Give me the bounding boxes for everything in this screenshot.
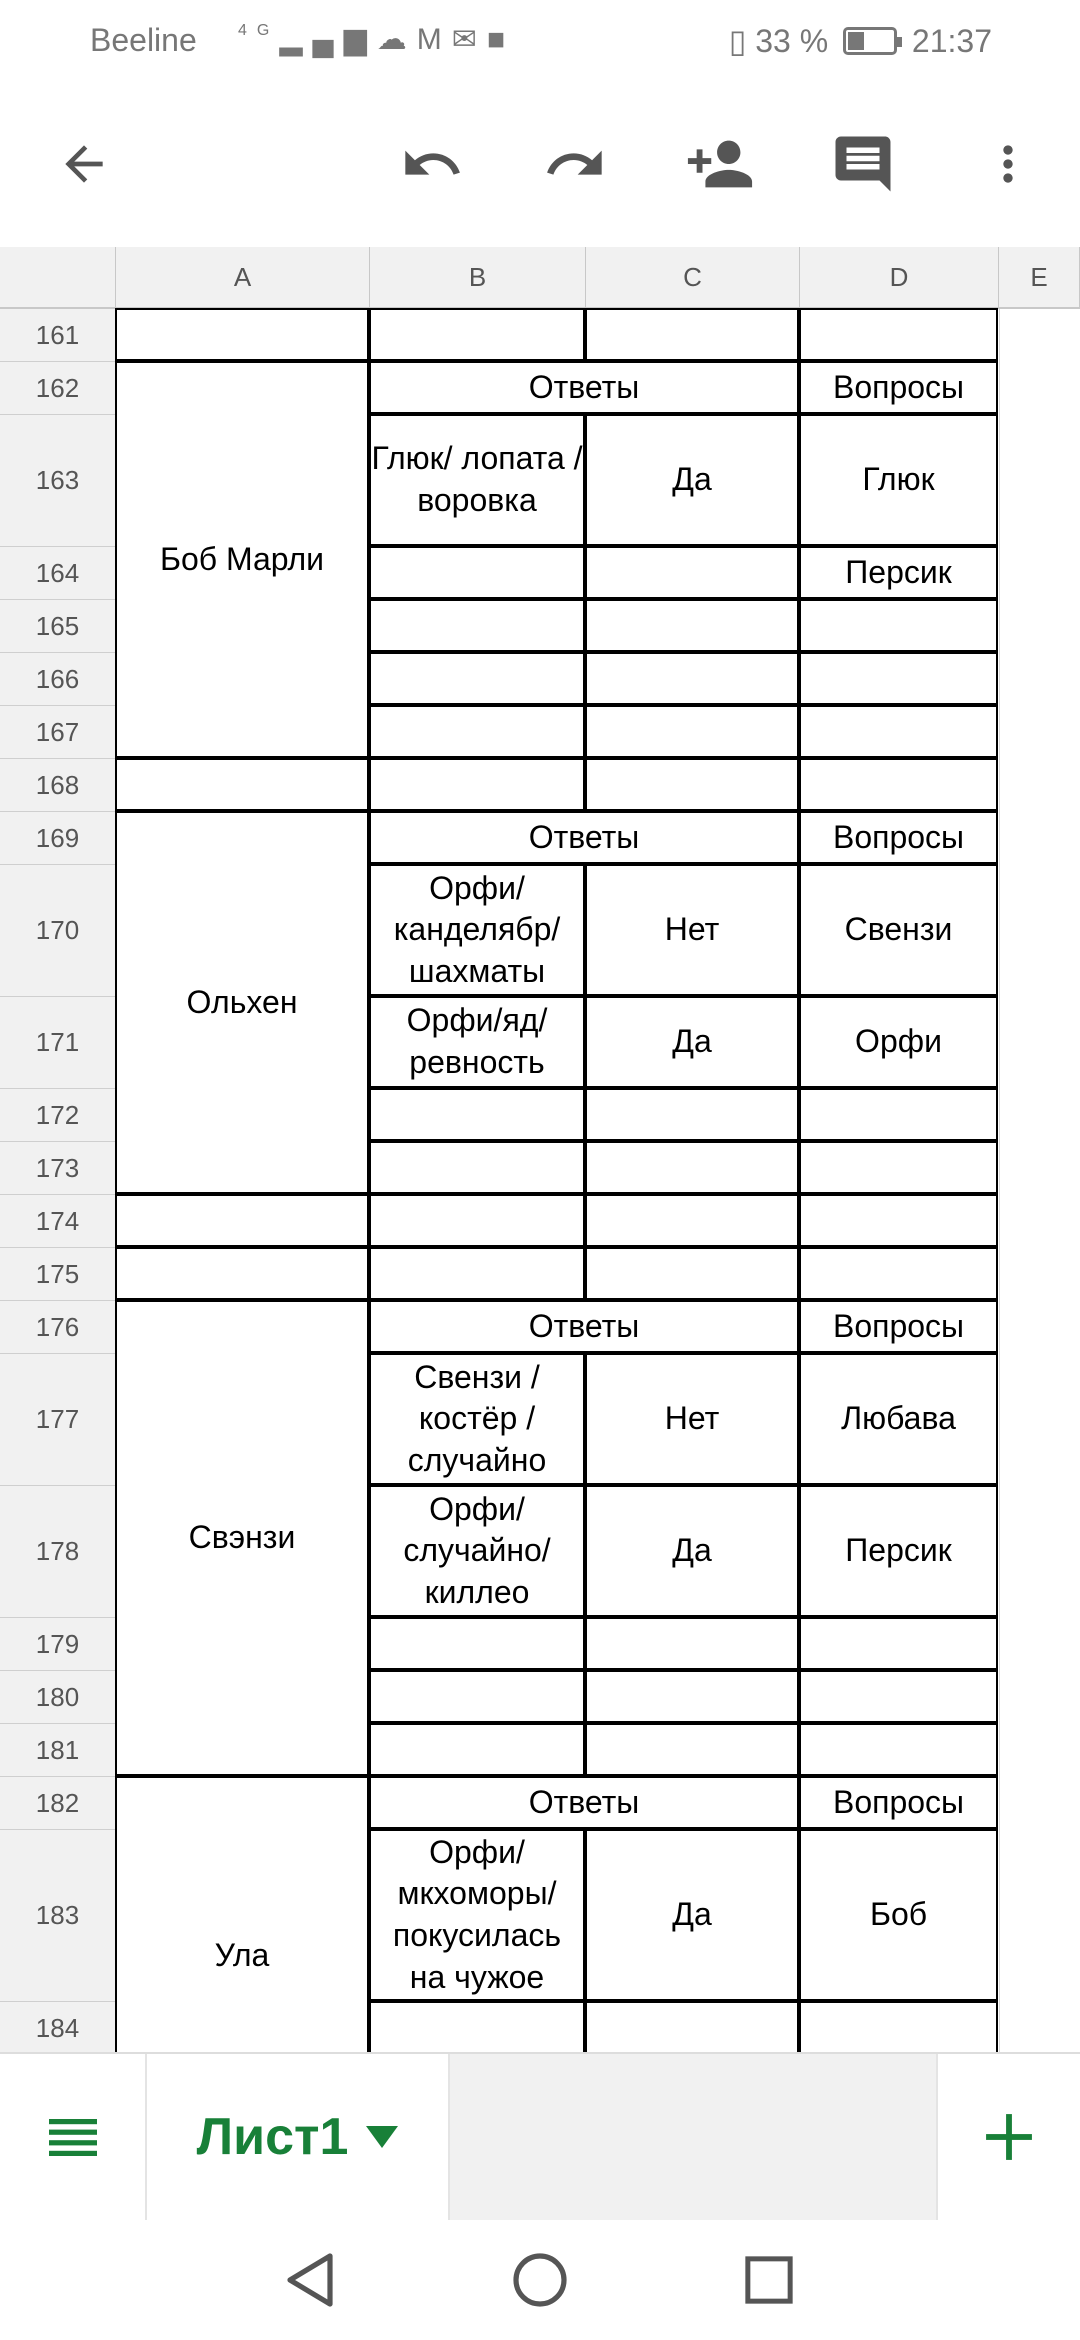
cell[interactable] xyxy=(799,652,998,705)
redo-icon[interactable] xyxy=(535,124,615,204)
cell[interactable]: Боб xyxy=(799,1829,998,2001)
network-label: 4G xyxy=(238,22,280,39)
cell[interactable] xyxy=(369,1247,585,1300)
video-icon: ■ xyxy=(486,23,516,56)
sheet-tab-label: Лист1 xyxy=(196,2108,349,2166)
cell[interactable]: Орфи/яд/ ревность xyxy=(369,996,585,1088)
comment-icon[interactable] xyxy=(823,124,903,204)
cell[interactable] xyxy=(369,705,585,758)
cell[interactable] xyxy=(585,2001,799,2052)
cell[interactable] xyxy=(585,1194,799,1247)
sheet-tab-active[interactable] xyxy=(145,2054,450,2220)
back-arrow-icon[interactable] xyxy=(44,124,124,204)
row-header[interactable]: 177 xyxy=(0,1354,116,1486)
cell[interactable] xyxy=(115,308,369,361)
cell[interactable]: Глюк xyxy=(799,414,998,546)
row-header[interactable]: 169 xyxy=(0,812,116,865)
cell[interactable] xyxy=(585,652,799,705)
row-header[interactable]: 180 xyxy=(0,1671,116,1724)
cell[interactable]: Да xyxy=(585,1829,799,2001)
cell[interactable]: Свензи xyxy=(799,864,998,996)
tabs-empty-area xyxy=(450,2054,936,2220)
row-header[interactable]: 172 xyxy=(0,1089,116,1142)
questions-header-cell[interactable]: Вопросы xyxy=(799,1300,998,1353)
row-header[interactable]: 171 xyxy=(0,997,116,1089)
questions-header-cell[interactable]: Вопросы xyxy=(799,361,998,414)
row-header[interactable]: 162 xyxy=(0,362,116,415)
cell[interactable] xyxy=(585,599,799,652)
cell[interactable] xyxy=(585,705,799,758)
row-header[interactable]: 166 xyxy=(0,653,116,706)
merged-name-cell[interactable]: Ула xyxy=(115,1776,369,2052)
plus-icon xyxy=(984,2112,1034,2162)
cell[interactable] xyxy=(799,599,998,652)
cell[interactable]: Нет xyxy=(585,864,799,996)
top-toolbar xyxy=(0,82,1080,247)
more-vert-icon[interactable] xyxy=(968,124,1048,204)
status-bar xyxy=(0,0,1080,82)
cell[interactable] xyxy=(369,1141,585,1194)
column-header-b[interactable]: B xyxy=(370,247,586,309)
cell[interactable] xyxy=(799,1194,998,1247)
cell[interactable] xyxy=(369,599,585,652)
cell[interactable]: Орфи/ мкхоморы/ покусилась на чужое xyxy=(369,1829,585,2001)
system-nav-bar xyxy=(0,2220,1080,2340)
cloud-icon: ☁ xyxy=(376,23,417,56)
row-header[interactable]: 181 xyxy=(0,1724,116,1777)
cell[interactable] xyxy=(799,1088,998,1141)
row-header[interactable]: 178 xyxy=(0,1486,116,1618)
cell[interactable] xyxy=(115,758,369,811)
row-header[interactable]: 173 xyxy=(0,1142,116,1195)
cell[interactable] xyxy=(585,1617,799,1670)
gridline xyxy=(999,309,1000,2052)
row-header[interactable]: 168 xyxy=(0,759,116,812)
battery-icon xyxy=(843,27,897,55)
row-header[interactable]: 170 xyxy=(0,865,116,997)
column-header-a[interactable]: A xyxy=(116,247,370,309)
cell[interactable] xyxy=(369,652,585,705)
cell[interactable] xyxy=(115,1247,369,1300)
row-header[interactable]: 183 xyxy=(0,1830,116,2002)
cell[interactable]: Орфи/ канделябр/ шахматы xyxy=(369,864,585,996)
row-header[interactable]: 165 xyxy=(0,600,116,653)
cell[interactable] xyxy=(369,1723,585,1776)
cell[interactable] xyxy=(799,1247,998,1300)
answers-header-cell[interactable]: Ответы xyxy=(369,1300,799,1353)
cell[interactable] xyxy=(585,1247,799,1300)
answers-header-cell[interactable]: Ответы xyxy=(369,1776,799,1829)
cell[interactable] xyxy=(799,705,998,758)
row-header[interactable]: 161 xyxy=(0,309,116,362)
row-header[interactable]: 175 xyxy=(0,1248,116,1301)
clock: 21:37 xyxy=(911,23,992,59)
column-header-c[interactable]: C xyxy=(586,247,800,309)
undo-icon[interactable] xyxy=(392,124,472,204)
cell[interactable]: Глюк/ лопата / воровка xyxy=(369,414,585,546)
gmail-icon: M xyxy=(416,23,452,56)
cell[interactable]: Орфи/ случайно/ киллео xyxy=(369,1485,585,1617)
status-icons xyxy=(238,22,515,57)
row-header[interactable]: 179 xyxy=(0,1618,116,1671)
cell[interactable] xyxy=(369,758,585,811)
cell[interactable] xyxy=(585,1088,799,1141)
cell[interactable]: Персик xyxy=(799,546,998,599)
cell[interactable] xyxy=(369,2001,585,2052)
cell[interactable]: Орфи xyxy=(799,996,998,1088)
row-header[interactable]: 163 xyxy=(0,415,116,547)
cell[interactable] xyxy=(369,1088,585,1141)
cell[interactable] xyxy=(585,308,799,361)
cell[interactable]: Свензи / костёр / случайно xyxy=(369,1353,585,1485)
signal-icon: ▂▄▆ xyxy=(279,23,377,56)
cell[interactable]: Да xyxy=(585,414,799,546)
answers-header-cell[interactable]: Ответы xyxy=(369,811,799,864)
cell[interactable] xyxy=(585,1670,799,1723)
nav-back-icon[interactable] xyxy=(275,2245,345,2315)
cell[interactable] xyxy=(369,1670,585,1723)
cell[interactable] xyxy=(799,308,998,361)
add-person-icon[interactable] xyxy=(680,124,760,204)
cell[interactable] xyxy=(799,758,998,811)
cell[interactable] xyxy=(585,1141,799,1194)
row-header[interactable]: 184 xyxy=(0,2002,116,2052)
cell[interactable] xyxy=(369,1194,585,1247)
spreadsheet-grid[interactable] xyxy=(0,247,1080,2052)
row-header[interactable]: 164 xyxy=(0,547,116,600)
column-header-e[interactable]: E xyxy=(999,247,1080,309)
cell[interactable] xyxy=(369,1617,585,1670)
vibrate-icon: ▯ xyxy=(728,23,747,59)
mail-icon: ✉ xyxy=(451,23,487,56)
cell[interactable]: Любава xyxy=(799,1353,998,1485)
cell[interactable]: Да xyxy=(585,1485,799,1617)
cell[interactable] xyxy=(799,1723,998,1776)
cell[interactable] xyxy=(585,758,799,811)
cell[interactable] xyxy=(115,1194,369,1247)
answers-header-cell[interactable]: Ответы xyxy=(369,361,799,414)
cell[interactable] xyxy=(369,308,585,361)
cell[interactable] xyxy=(799,2001,998,2052)
row-header[interactable]: 167 xyxy=(0,706,116,759)
sheet-tabs-bar xyxy=(0,2052,1080,2220)
nav-recents-icon[interactable] xyxy=(734,2245,804,2315)
cell[interactable]: Да xyxy=(585,996,799,1088)
dropdown-triangle-icon xyxy=(366,2126,398,2148)
cell[interactable] xyxy=(799,1617,998,1670)
merged-name-cell[interactable]: Боб Марли xyxy=(115,361,369,758)
cell[interactable]: Персик xyxy=(799,1485,998,1617)
merged-name-cell[interactable]: Ольхен xyxy=(115,811,369,1194)
cell[interactable] xyxy=(799,1141,998,1194)
cell[interactable] xyxy=(585,546,799,599)
battery-percent: 33 % xyxy=(755,23,829,59)
questions-header-cell[interactable]: Вопросы xyxy=(799,1776,998,1829)
add-sheet-button[interactable] xyxy=(936,2054,1080,2220)
merged-name-cell[interactable]: Свэнзи xyxy=(115,1300,369,1776)
cell[interactable] xyxy=(369,546,585,599)
corner-header[interactable] xyxy=(0,247,116,309)
row-header[interactable]: 176 xyxy=(0,1301,116,1354)
cell[interactable]: Нет xyxy=(585,1353,799,1485)
column-header-d[interactable]: D xyxy=(800,247,999,309)
questions-header-cell[interactable]: Вопросы xyxy=(799,811,998,864)
nav-home-icon[interactable] xyxy=(505,2245,575,2315)
all-sheets-icon[interactable] xyxy=(0,2054,145,2220)
cell[interactable] xyxy=(585,1723,799,1776)
cell[interactable] xyxy=(799,1670,998,1723)
row-header[interactable]: 174 xyxy=(0,1195,116,1248)
row-header[interactable]: 182 xyxy=(0,1777,116,1830)
carrier-label: Beeline xyxy=(90,22,197,58)
